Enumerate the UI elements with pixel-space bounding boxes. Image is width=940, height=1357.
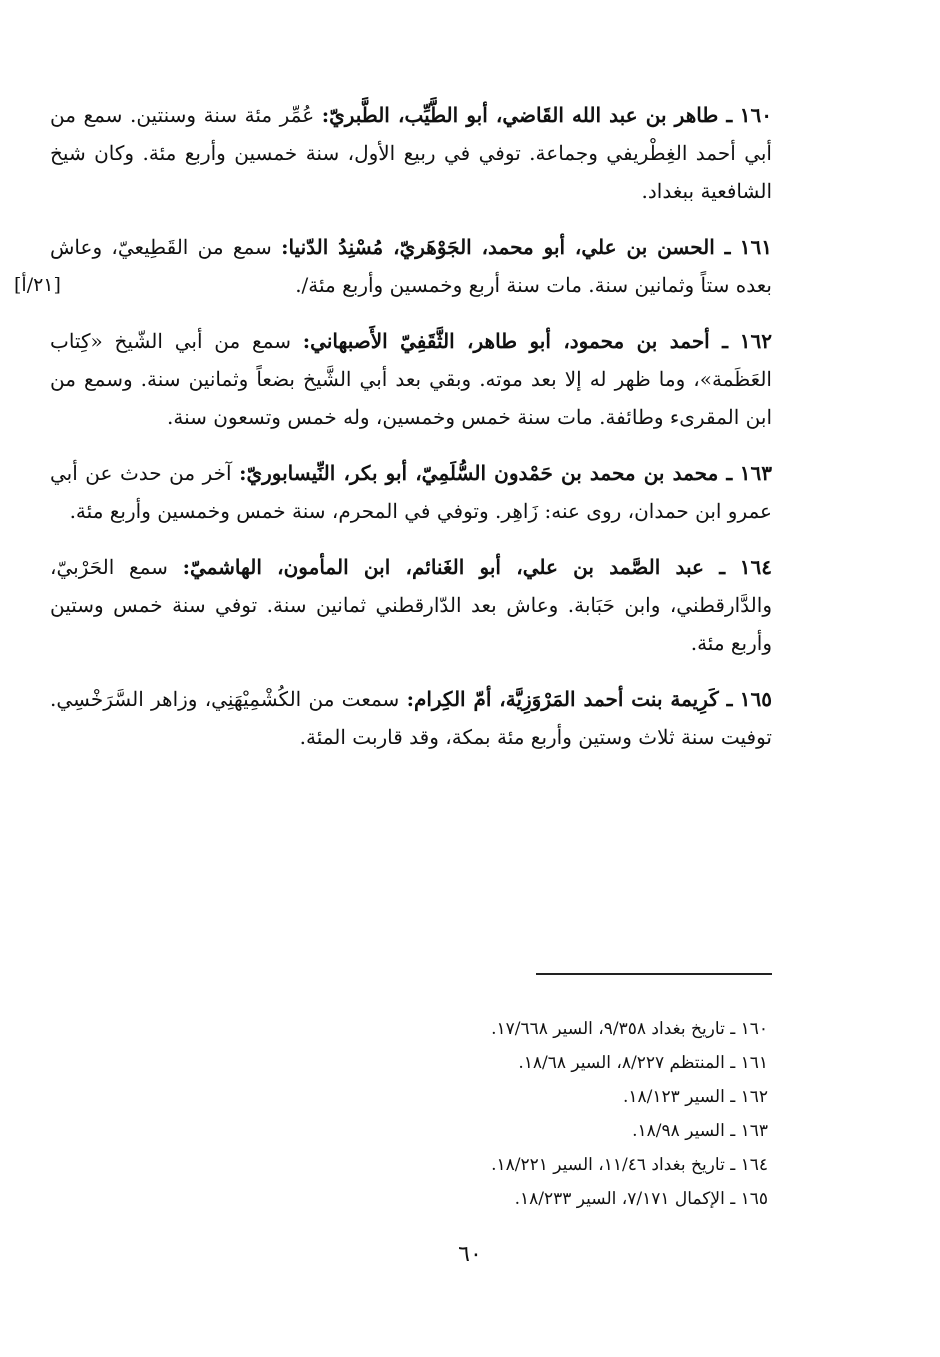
footnote-163: ١٦٣ ـ السير ١٨/٩٨. bbox=[632, 1121, 768, 1141]
entry-body: عُمِّر مئة سنة وسنتين. سمع من أبي أحمد الغِطْريفي وجماعة. توفي في ربيع الأول، سنة خمسين وأربع مئة. وكان شيخ الشافعية ببغداد. bbox=[50, 103, 772, 203]
footnote-161: ١٦١ ـ المنتظم ٨/٢٢٧، السير ١٨/٦٨. bbox=[518, 1053, 768, 1073]
entry-163 bbox=[50, 454, 772, 530]
footnote-162: ١٦٢ ـ السير ١٨/١٢٣. bbox=[623, 1087, 768, 1107]
margin-folio-reference: [٢١/أ] bbox=[14, 274, 61, 296]
entry-heading: ـ كَرِيمة بنت أحمد المَرْوَزِيَّة، أمّ الكِرام: bbox=[406, 687, 733, 711]
entry-body: آخر من حدث عن أبي عمرو ابن حمدان، روى عنه: زَاهِر. وتوفي في المحرم، سنة خمس وخمسين وأربع مئة. bbox=[50, 461, 772, 523]
footnote-164: ١٦٤ ـ تاريخ بغداد ١١/٤٦، السير ١٨/٢٢١. bbox=[491, 1155, 768, 1175]
entry-165 bbox=[50, 680, 772, 756]
entry-number: ١٦٢ bbox=[739, 329, 772, 353]
entry-number: ١٦٣ bbox=[739, 461, 773, 485]
entry-body: سمع الحَرْبيّ، والدَّارقطني، وابن حَبَابة. وعاش بعد الدّارقطني ثمانين سنة. توفي سنة خمس وستين وأربع مئة. bbox=[50, 555, 772, 655]
entry-number: ١٦٥ bbox=[739, 687, 773, 711]
entry-number: ١٦٠ bbox=[739, 103, 773, 127]
entry-heading: ـ طاهر بن عبد الله القَاضي، أبو الطَّيِّب، الطَّبريّ: bbox=[321, 103, 733, 127]
entry-161 bbox=[14, 228, 773, 304]
entry-number: ١٦٤ bbox=[739, 555, 772, 579]
entry-160 bbox=[50, 96, 772, 210]
entry-heading: ـ الحسن بن علي، أبو محمد، الجَوْهَريّ، مُسْنِدُ الدّنيا: bbox=[281, 235, 731, 259]
footnotes bbox=[300, 1012, 768, 1216]
entry-heading: ـ أحمد بن محمود، أبو طاهر، الثَّقَفِيّ الأَصبهاني: bbox=[302, 329, 728, 353]
entry-number: ١٦١ bbox=[739, 235, 773, 259]
footnote-160: ١٦٠ ـ تاريخ بغداد ٩/٣٥٨، السير ١٧/٦٦٨. bbox=[491, 1019, 768, 1039]
entry-body: سمع من القَطِيعيّ، وعاش بعده ستاً وثمانين سنة. مات سنة أربع وخمسين وأربع مئة/. bbox=[50, 235, 772, 297]
entry-body: سمعت من الكُشْمِيْهَنِي، وزاهر السَّرَخْسِي. توفيت سنة ثلاث وستين وأربع مئة بمكة، وقد قاربت المئة. bbox=[50, 687, 772, 749]
entry-heading: ـ عبد الصَّمد بن علي، أبو الغَنائم، ابن المأمون، الهاشميّ: bbox=[182, 555, 726, 579]
main-text bbox=[14, 96, 773, 774]
entry-164 bbox=[50, 548, 772, 662]
footnote-separator bbox=[536, 973, 772, 975]
page-number: ٦٠ bbox=[458, 1242, 482, 1267]
entry-heading: ـ محمد بن محمد بن حَمْدون السُّلَمِيّ، أبو بكر، النِّيسابوريّ: bbox=[239, 461, 733, 485]
footnote-165: ١٦٥ ـ الإكمال ٧/١٧١، السير ١٨/٢٣٣. bbox=[514, 1189, 768, 1209]
entry-162 bbox=[50, 322, 772, 436]
entry-body: سمع من أبي الشّيخ «كِتاب العَظَمة»، وما ظهر له إلا بعد موته. وبقي بعد أبي الشَّيخ بضعاً وثمانين سنة. وسمع من ابن المقرىء وطائفة. مات سنة خمس وخمسين، وله خمس وتسعون سنة. bbox=[50, 329, 772, 429]
